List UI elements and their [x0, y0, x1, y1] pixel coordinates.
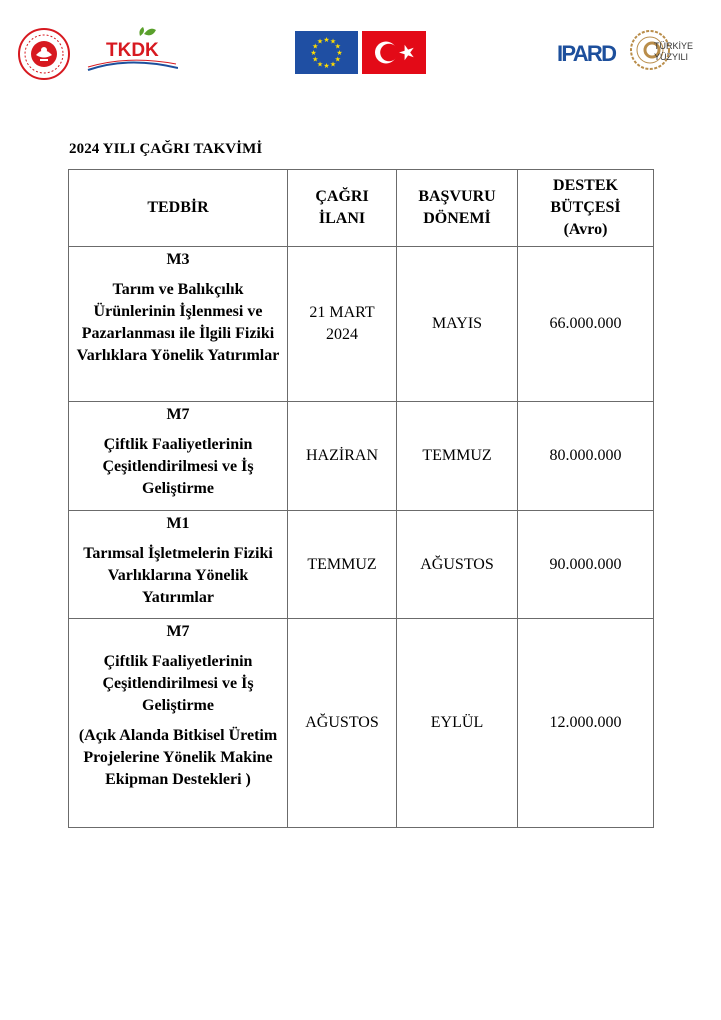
- tkdk-text: TKDK: [106, 40, 159, 61]
- eu-star-icon: ★: [329, 60, 337, 69]
- table-row: [69, 619, 654, 828]
- measure-note: (Açık Alanda Bitkisel Üretim Projelerine Yönelik Makine Ekipman Destekleri ): [78, 727, 278, 788]
- table-header-row: [69, 170, 654, 247]
- yuzyili-text: YÜZYILI: [654, 52, 689, 62]
- header-tedbir: TEDBİR: [69, 170, 288, 247]
- turkiye-text: TÜRKİYE: [654, 41, 694, 51]
- application-period-cell: MAYIS: [397, 247, 518, 402]
- ipard-text: IPARD: [557, 41, 617, 66]
- tkdk-logo: [86, 26, 178, 74]
- eu-star-icon: ★: [334, 42, 341, 51]
- eu-star-icon: ★: [323, 62, 330, 70]
- turkiye-yuzyili-logo: [630, 26, 706, 76]
- eu-star-icon: ★: [334, 55, 341, 64]
- eu-star-icon: ★: [312, 42, 319, 51]
- call-date-cell: TEMMUZ: [288, 511, 397, 619]
- ministry-seal-logo: [18, 28, 70, 80]
- call-date-cell: 21 MART 2024: [288, 247, 397, 402]
- application-period-cell: EYLÜL: [397, 619, 518, 828]
- eu-star-icon: ★: [312, 55, 319, 64]
- measure-code: M7: [166, 406, 190, 423]
- measure-description: Tarımsal İşletmelerin Fiziki Varlıklarına Yönelik Yatırımlar: [83, 545, 273, 606]
- call-schedule-table: [68, 169, 654, 828]
- measure-cell: [69, 402, 288, 511]
- measure-code: M1: [166, 515, 190, 532]
- measure-description: Çiftlik Faaliyetlerinin Çeşitlendirilmesi ve İş Geliştirme: [102, 653, 254, 714]
- application-period-cell: AĞUSTOS: [397, 511, 518, 619]
- eu-star-icon: ★: [336, 49, 343, 57]
- table-row: [69, 402, 654, 511]
- ipard-logo: [557, 34, 619, 68]
- measure-cell: [69, 511, 288, 619]
- eu-star-icon: ★: [329, 37, 337, 46]
- call-date-cell: HAZİRAN: [288, 402, 397, 511]
- measure-description: Tarım ve Balıkçılık Ürünlerinin İşlenmesi ve Pazarlanması ile İlgili Fiziki Varlıklara Yönelik Yatırımlar: [76, 281, 280, 364]
- logo-row: [0, 0, 721, 110]
- measure-code: M3: [166, 251, 190, 268]
- measure-cell: [69, 619, 288, 828]
- budget-cell: 80.000.000: [518, 402, 654, 511]
- measure-cell: [69, 247, 288, 402]
- budget-cell: 66.000.000: [518, 247, 654, 402]
- eu-star-icon: ★: [316, 60, 324, 69]
- header-destek-butcesi: DESTEK BÜTÇESİ (Avro): [518, 170, 654, 247]
- header-cagri-ilani: ÇAĞRI İLANI: [288, 170, 397, 247]
- budget-cell: 12.000.000: [518, 619, 654, 828]
- table-row: [69, 511, 654, 619]
- application-period-cell: TEMMUZ: [397, 402, 518, 511]
- eu-star-icon: ★: [310, 49, 317, 57]
- turkish-flag-icon: [362, 31, 426, 74]
- eu-flag-icon: [295, 31, 358, 74]
- eu-star-icon: ★: [323, 36, 330, 44]
- page-title: 2024 YILI ÇAĞRI TAKVİMİ: [69, 141, 263, 157]
- measure-code: M7: [166, 623, 190, 640]
- table-row: [69, 247, 654, 402]
- budget-cell: 90.000.000: [518, 511, 654, 619]
- call-date-cell: AĞUSTOS: [288, 619, 397, 828]
- measure-description: Çiftlik Faaliyetlerinin Çeşitlendirilmesi ve İş Geliştirme: [102, 436, 254, 497]
- header-basvuru-donemi: BAŞVURU DÖNEMİ: [397, 170, 518, 247]
- eu-star-icon: ★: [316, 37, 324, 46]
